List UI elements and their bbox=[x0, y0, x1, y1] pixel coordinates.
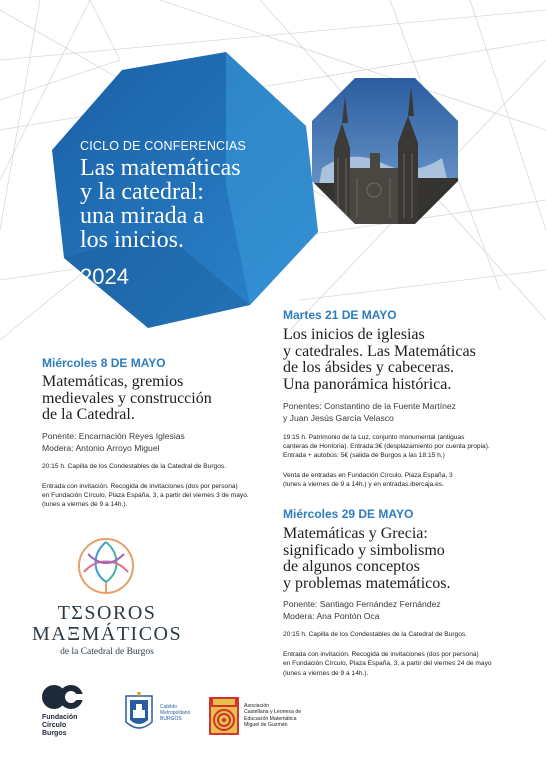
hero-title-line: y la catedral: bbox=[80, 179, 204, 205]
talk-moderator: Modera: Ana Pontón Oca bbox=[283, 611, 380, 621]
hero-year: 2024 bbox=[80, 264, 129, 289]
talk-people bbox=[283, 400, 533, 424]
talk-people bbox=[283, 598, 533, 622]
talk-people bbox=[42, 430, 278, 454]
talk-title-line: Los inicios de iglesias bbox=[283, 326, 425, 343]
talk-title-line: medievales y construcción bbox=[42, 389, 212, 407]
talk-venue-line: canteras de Hontoria). Entrada:3€ (desplazamiento por cuenta propia). bbox=[283, 443, 490, 451]
cabildo-crest-icon bbox=[123, 690, 155, 736]
talk-venue-line: Entrada + autobús: 5€ (salida de Burgos a las 18:15 h.) bbox=[283, 452, 445, 460]
talk-speaker: Ponente: Encarnación Reyes Iglesias bbox=[42, 430, 185, 441]
cabildo-line: Metropolitano bbox=[160, 710, 191, 716]
talk-entry-line: Entrada con invitación. Recogida de invitaciones (dos por persona) bbox=[283, 651, 479, 659]
talk-date: Martes 21 DE MAYO bbox=[283, 308, 397, 322]
asociacion-label bbox=[244, 703, 301, 729]
talk-entry-line: en Fundación Círculo, Plaza España, 3, a partir del viernes 24 de mayo bbox=[283, 660, 492, 668]
hero-title-line: Las matemáticas bbox=[80, 155, 241, 181]
fundacion-line: Fundación bbox=[42, 714, 78, 721]
talk-date: Miércoles 8 DE MAYO bbox=[42, 356, 166, 370]
talk-entry-line: Entrada con invitación. Recogida de invitaciones (dos por persona) bbox=[42, 482, 238, 490]
cabildo-line: Cabildo bbox=[160, 704, 177, 710]
talk-entry bbox=[42, 482, 278, 510]
talk-title-line: de los ábsides y cabeceras. bbox=[283, 359, 455, 376]
talk-title bbox=[42, 374, 278, 424]
talk-title-line: significado y simbolismo bbox=[283, 541, 445, 559]
talk-speaker: Ponente: Santiago Fernández Fernández bbox=[283, 599, 441, 609]
brand-title-line: MAΞMÁTICOS bbox=[32, 623, 183, 645]
asociacion-line: Asociación bbox=[244, 703, 270, 709]
talk-title-line: y problemas matemáticos. bbox=[283, 574, 451, 592]
talk-title-line: Matemáticas y Grecia: bbox=[283, 525, 428, 542]
fundacion-line: Burgos bbox=[42, 730, 67, 737]
talk-entry-line: (lunes a viernes de 9 a 14h.). bbox=[283, 669, 369, 677]
talk-moderator: Modera: Antonio Arroyo Miguel bbox=[42, 442, 160, 453]
cabildo-line: BURGOS bbox=[160, 716, 182, 722]
fundacion-line: Círculo bbox=[42, 722, 67, 729]
talk-tickets bbox=[283, 471, 533, 489]
talk-1 bbox=[42, 356, 278, 509]
fundacion-circulo-logo-icon bbox=[42, 684, 84, 710]
talk-title-line: Matemáticas, gremios bbox=[42, 373, 184, 390]
talk-speaker-line: y Juan Jesús García Velasco bbox=[283, 413, 394, 423]
talk-venue bbox=[283, 433, 533, 461]
talk-3 bbox=[283, 507, 533, 678]
hero-kicker: CICLO DE CONFERENCIAS bbox=[80, 139, 247, 153]
talk-title bbox=[283, 526, 533, 592]
cabildo-label bbox=[160, 704, 190, 722]
tesoros-emblem-icon bbox=[76, 536, 136, 596]
talk-title bbox=[283, 327, 533, 393]
talk-date: Miércoles 29 DE MAYO bbox=[283, 507, 414, 521]
talk-entry-line: en Fundación Círculo, Plaza España, 3, a partir del viernes 3 de mayo. bbox=[42, 491, 249, 499]
talk-title-line: y catedrales. Las Matemáticas bbox=[283, 342, 476, 360]
asociacion-line: Miguel de Guzmán bbox=[244, 722, 288, 729]
tesoros-brand bbox=[32, 602, 182, 657]
talk-venue: 20:15 h. Capilla de los Condestables de la Catedral de Burgos. bbox=[283, 631, 468, 638]
hero-title bbox=[80, 156, 310, 252]
brand-title-line: TΣSOROS bbox=[57, 602, 157, 624]
asociacion-line: Castellana y Leonesa de bbox=[244, 709, 302, 716]
talk-2 bbox=[283, 308, 533, 489]
talk-tickets-line: Venta de entradas en Fundación Círculo, Plaza España, 3 bbox=[283, 471, 453, 479]
brand-subtitle: de la Catedral de Burgos bbox=[60, 647, 154, 657]
hero-title-line: los inicios. bbox=[80, 227, 185, 253]
hero-title-line: una mirada a bbox=[80, 203, 204, 229]
fundacion-circulo-label bbox=[42, 714, 77, 738]
talk-tickets-line: (lunes a viernes de 9 a 14h.) y en entradas.ibercaja.es. bbox=[283, 480, 444, 488]
asociacion-line: Educación Matemática bbox=[244, 715, 297, 722]
talk-venue-line: 19:15 h. Patrimonio de la Luz, conjunto monumental (antiguas bbox=[283, 434, 465, 441]
talk-venue: 20:15 h. Capilla de los Condestables de la Catedral de Burgos. bbox=[42, 462, 227, 470]
talk-title-line: de la Catedral. bbox=[42, 406, 135, 423]
talk-entry bbox=[283, 650, 533, 678]
asociacion-logo-icon bbox=[209, 697, 239, 735]
cathedral-photo bbox=[312, 78, 458, 224]
talk-speaker-line: Ponentes: Constantino de la Fuente Martínez bbox=[283, 401, 456, 411]
talk-title-line: Una panorámica histórica. bbox=[283, 375, 452, 393]
talk-title-line: de algunos conceptos bbox=[283, 558, 420, 575]
talk-entry-line: (lunes a viernes de 9 a 14h.). bbox=[42, 501, 128, 509]
